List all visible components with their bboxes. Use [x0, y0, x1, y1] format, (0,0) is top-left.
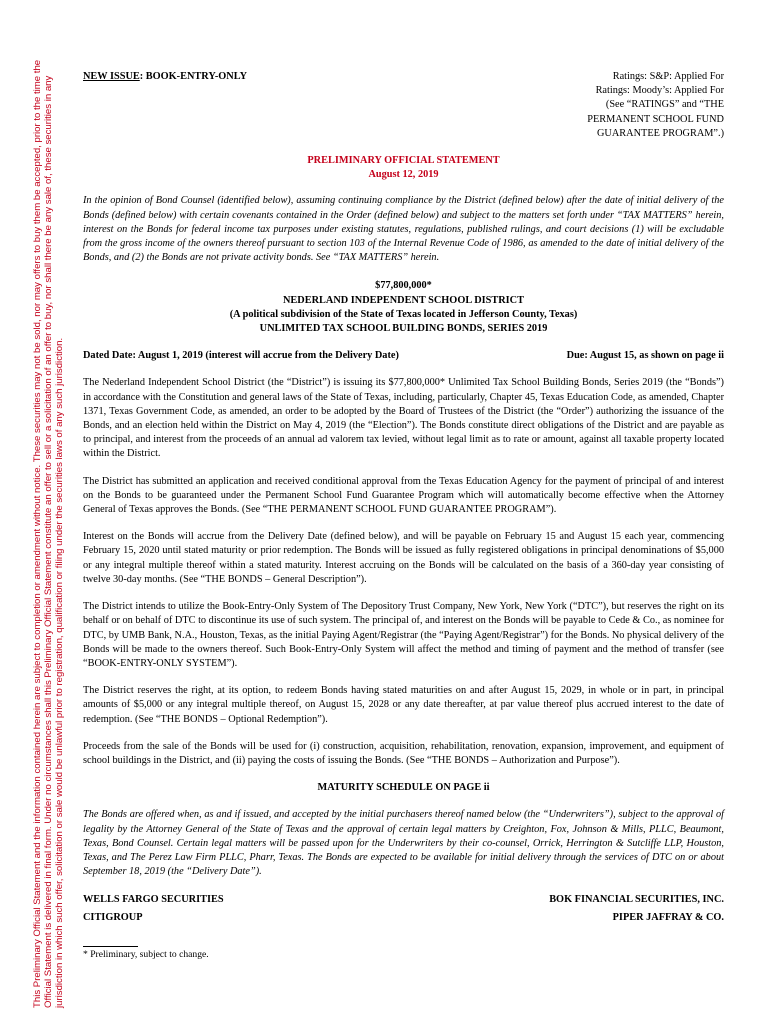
- due-date: Due: August 15, as shown on page ii: [566, 350, 724, 362]
- paragraph: Proceeds from the sale of the Bonds will be used for (i) construction, acquisition, rehabilitation, renovation, expansion, improvement, and equipment of school buildings in the District, and (ii) paying the costs of issuing the Bonds. (See “THE BONDS – Authorization and Purpose”).: [83, 740, 724, 766]
- ratings-line: (See “RATINGS” and “THE: [605, 99, 724, 111]
- underwriter-name: PIPER JAFFRAY & CO.: [612, 911, 724, 923]
- ratings-line: GUARANTEE PROGRAM”.): [597, 127, 724, 139]
- tax-opinion: In the opinion of Bond Counsel (identified below), assuming continuing compliance by the District (defined below) after the date of initial delivery of the Bonds (defined below) with certain covenants contained in the Order (defined below) and subject to the matters set forth under “TAX MATTERS” herein, interest on the Bonds for federal income tax purposes under existing statutes, regulations, published rulings, and court decisions (1) will be excludable from the gross income of the owners thereof pursuant to section 103 of the Internal Revenue Code of 1986, as amended to the date of initial delivery of the Bonds, and (2) the Bonds are not private activity bonds. See “TAX MATTERS” herein.: [83, 195, 724, 264]
- underwriters-left: [83, 893, 224, 927]
- issuer-subdivision: (A political subdivision of the State of Texas located in Jefferson County, Texas): [229, 308, 578, 320]
- new-issue-label: NEW ISSUE: [83, 71, 140, 82]
- bond-amount: $77,800,000*: [375, 280, 432, 292]
- underwriter-name: BOK FINANCIAL SECURITIES, INC.: [549, 894, 724, 906]
- paragraph: The District intends to utilize the Book-Entry-Only System of The Depository Trust Company, New York, New York (“DTC”), but reserves the right on its behalf or on behalf of DTC to discontinue its use of such system. The principal of, and interest on the Bonds will be payable to Cede & Co., as nominee for DTC, by UMB Bank, N.A., Houston, Texas, as the initial Paying Agent/Registrar (the “Paying Agent/Registrar”) for the Bonds. No physical delivery of the Bonds will be made to the owners thereof. Such Book-Entry-Only System will affect the method and timing of payment and the method of transfer (see “BOOK-ENTRY-ONLY SYSTEM”).: [83, 601, 724, 669]
- issue-type: [83, 70, 247, 84]
- pos-date: August 12, 2019: [368, 169, 439, 181]
- ratings-block: [524, 70, 724, 141]
- maturity-heading: MATURITY SCHEDULE ON PAGE ii: [317, 782, 490, 794]
- underwriters: [83, 893, 724, 927]
- ratings-line: Ratings: Moody’s: Applied For: [595, 85, 724, 97]
- bond-title-block: [83, 279, 724, 336]
- ratings-line: Ratings: S&P: Applied For: [612, 71, 724, 82]
- footnote-rule: [83, 946, 138, 947]
- header: [83, 70, 724, 141]
- underwriter-name: CITIGROUP: [83, 911, 143, 923]
- underwriter-name: WELLS FARGO SECURITIES: [83, 894, 224, 906]
- bond-series: UNLIMITED TAX SCHOOL BUILDING BONDS, SERIES 2019: [259, 323, 548, 335]
- paragraph: The Nederland Independent School District (the “District”) is issuing its $77,800,000* Unlimited Tax School Building Bonds, Series 2019 (the “Bonds”) in accordance with the Constitution and general laws of the State of Texas, including, particularly, Chapter 45, Texas Education Code, as amended, Chapter 1371, Texas Government Code, as amended, an order to be adopted by the Board of Trustees of the District (the “Order”) authorizing the issuance of the Bonds, and an election held within the District on May 4, 2019 (the “Election”). The Bonds constitute direct obligations of the District and are payable as to principal, and interest from the proceeds of an annual ad valorem tax levied, without legal limit as to rate or amount, against all taxable property located within the District.: [83, 377, 724, 460]
- book-entry-label: : BOOK-ENTRY-ONLY: [139, 71, 248, 82]
- paragraph: The District has submitted an application and received conditional approval from the Texas Education Agency for the payment of principal of and interest on the Bonds to be guaranteed under the Permanent School Fund Guarantee Program which will automatically become effective when the Attorney General of Texas approves the Bonds. (See “THE PERMANENT SCHOOL FUND GUARANTEE PROGRAM”).: [83, 475, 724, 516]
- paragraph: The District reserves the right, at its option, to redeem Bonds having stated maturities on and after August 15, 2029, in whole or in part, in principal amounts of $5,000 or any integral multiple thereof, on August 15, 2028 or any date thereafter, at par value thereof plus accrued interest to the date of redemption. (See “THE BONDS – Optional Redemption”).: [83, 685, 724, 725]
- preliminary-heading: [83, 154, 724, 182]
- dates-row: [83, 349, 724, 363]
- dated-date: Dated Date: August 1, 2019 (interest will accrue from the Delivery Date): [83, 350, 399, 362]
- ratings-line: PERMANENT SCHOOL FUND: [587, 113, 724, 125]
- underwriters-right: [549, 893, 724, 927]
- issuer-name: NEDERLAND INDEPENDENT SCHOOL DISTRICT: [283, 294, 524, 306]
- side-disclaimer: This Preliminary Official Statement and the information contained herein are subject to completion or amendment without notice. These securities may not be sold, nor may offers to buy them be accepted, prior to the time the Official Statement is delivered in final form. Under no circumstances shall this Preliminary Official Statement constitute an offer to sell or a solicitation of an offer to buy, nor shall there be any sale of, these securities in any jurisdiction in which such offer, solicitation or sale would be unlawful prior to registration, qualification or filing under the securities laws of any such jurisdiction.: [32, 59, 65, 1008]
- pos-title: PRELIMINARY OFFICIAL STATEMENT: [307, 155, 500, 167]
- offer-text: The Bonds are offered when, as and if issued, and accepted by the initial purchasers thereof named below (the “Underwriters”), subject to the approval of legality by the Attorney General of the State of Texas and the approval of certain legal matters by Creighton, Fox, Johnson & Mills, PLLC, Beaumont, Texas, Bond Counsel. Certain legal matters will be passed upon for the Underwriters by their co-counsel, Orrick, Herrington & Sutcliffe LLP, Houston, Texas, and The Perez Law Firm PLLC, Pharr, Texas. The Bonds are expected to be available for initial delivery through the services of DTC on or about September 18, 2019 (the “Delivery Date”).: [83, 809, 724, 878]
- document-page: [83, 70, 724, 962]
- footnote: * Preliminary, subject to change.: [83, 948, 209, 960]
- paragraph: Interest on the Bonds will accrue from the Delivery Date (defined below), and will be payable on February 15 and August 15 each year, commencing February 15, 2020 until stated maturity or prior redemption. The Bonds will be issued as fully registered obligations in principal denominations of $5,000 or any integral multiple thereof within a stated maturity. Interest accruing on the Bonds will be calculated on the basis of a 360-day year consisting of twelve 30-day months. (See “THE BONDS – General Description”).: [83, 531, 724, 585]
